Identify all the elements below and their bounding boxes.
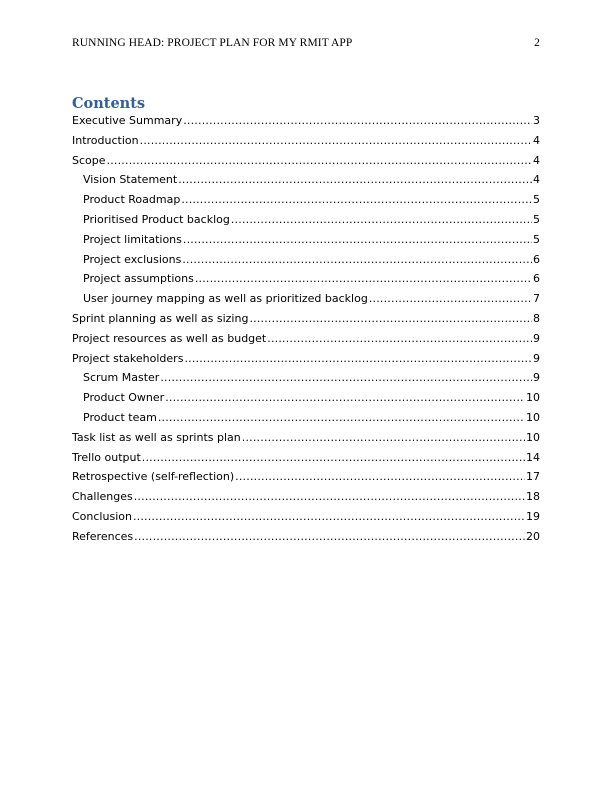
toc-entry-page: 18 bbox=[526, 490, 540, 504]
toc-entry-conclusion[interactable] bbox=[72, 510, 540, 530]
toc-entry-product-owner[interactable] bbox=[72, 391, 540, 411]
table-of-contents bbox=[72, 114, 540, 550]
toc-entry-label: Executive Summary bbox=[72, 114, 183, 127]
toc-title: Contents bbox=[72, 95, 146, 112]
toc-entry-label: Product Roadmap bbox=[83, 193, 181, 207]
toc-entry-label: Vision Statement bbox=[83, 173, 178, 187]
toc-entry-page: 8 bbox=[533, 311, 540, 325]
toc-entry-executive-summary[interactable] bbox=[72, 114, 540, 134]
dot-leader bbox=[134, 490, 525, 504]
toc-entry-user-journey-mapping[interactable] bbox=[72, 292, 540, 312]
toc-entry-vision-statement[interactable] bbox=[72, 173, 540, 193]
toc-entry-page: 20 bbox=[526, 529, 540, 543]
toc-entry-page: 10 bbox=[526, 391, 540, 405]
toc-entry-label: Project stakeholders bbox=[72, 351, 184, 365]
toc-entry-scope[interactable] bbox=[72, 154, 540, 174]
dot-leader bbox=[140, 134, 532, 148]
dot-leader bbox=[142, 451, 525, 465]
toc-entry-page: 5 bbox=[533, 193, 540, 207]
toc-entry-project-exclusions[interactable] bbox=[72, 253, 540, 273]
toc-entry-page: 9 bbox=[533, 331, 540, 345]
toc-entry-retrospective[interactable] bbox=[72, 470, 540, 490]
toc-entry-label: Project assumptions bbox=[83, 272, 194, 286]
toc-entry-page: 14 bbox=[526, 450, 540, 464]
dot-leader bbox=[158, 411, 525, 425]
dot-leader bbox=[165, 391, 525, 405]
dot-leader bbox=[231, 213, 532, 227]
toc-entry-introduction[interactable] bbox=[72, 134, 540, 154]
toc-entry-page: 17 bbox=[526, 470, 540, 484]
toc-entry-page: 6 bbox=[533, 252, 540, 266]
dot-leader bbox=[182, 253, 532, 267]
toc-entry-label: Scrum Master bbox=[83, 371, 160, 385]
page-header bbox=[72, 37, 540, 51]
toc-entry-project-limitations[interactable] bbox=[72, 233, 540, 253]
toc-entry-label: Retrospective (self-reflection) bbox=[72, 470, 235, 484]
dot-leader bbox=[267, 332, 532, 346]
dot-leader bbox=[184, 352, 532, 366]
dot-leader bbox=[235, 470, 525, 484]
toc-entry-label: Sprint planning as well as sizing bbox=[72, 311, 249, 325]
dot-leader bbox=[107, 154, 532, 168]
toc-entry-page: 4 bbox=[533, 133, 540, 147]
toc-entry-label: Challenges bbox=[72, 490, 133, 504]
toc-entry-page: 7 bbox=[533, 292, 540, 306]
toc-entry-page: 3 bbox=[533, 114, 540, 127]
toc-entry-challenges[interactable] bbox=[72, 490, 540, 510]
dot-leader bbox=[133, 510, 525, 524]
toc-entry-label: Product team bbox=[83, 410, 157, 424]
dot-leader bbox=[183, 114, 532, 128]
toc-entry-label: Trello output bbox=[72, 450, 141, 464]
dot-leader bbox=[183, 233, 532, 247]
dot-leader bbox=[369, 292, 532, 306]
dot-leader bbox=[249, 312, 532, 326]
toc-entry-page: 10 bbox=[526, 430, 540, 444]
dot-leader bbox=[134, 530, 525, 544]
toc-entry-label: Product Owner bbox=[83, 391, 165, 405]
toc-entry-page: 4 bbox=[533, 173, 540, 187]
dot-leader bbox=[181, 193, 532, 207]
toc-entry-page: 5 bbox=[533, 232, 540, 246]
dot-leader bbox=[178, 173, 532, 187]
toc-entry-trello-output[interactable] bbox=[72, 451, 540, 471]
toc-entry-references[interactable] bbox=[72, 530, 540, 550]
toc-entry-sprint-planning[interactable] bbox=[72, 312, 540, 332]
toc-entry-page: 9 bbox=[533, 351, 540, 365]
page-number: 2 bbox=[534, 37, 540, 49]
toc-entry-project-stakeholders[interactable] bbox=[72, 352, 540, 372]
toc-entry-task-list[interactable] bbox=[72, 431, 540, 451]
toc-entry-label: Conclusion bbox=[72, 509, 132, 523]
dot-leader bbox=[195, 272, 532, 286]
toc-entry-label: Project limitations bbox=[83, 232, 182, 246]
toc-entry-page: 4 bbox=[533, 153, 540, 167]
toc-entry-prioritised-product-backlog[interactable] bbox=[72, 213, 540, 233]
toc-entry-page: 6 bbox=[533, 272, 540, 286]
toc-entry-product-roadmap[interactable] bbox=[72, 193, 540, 213]
dot-leader bbox=[242, 431, 525, 445]
toc-entry-page: 9 bbox=[533, 371, 540, 385]
toc-entry-page: 5 bbox=[533, 212, 540, 226]
toc-entry-label: User journey mapping as well as prioritized backlog bbox=[83, 292, 368, 306]
toc-entry-label: Task list as well as sprints plan bbox=[72, 430, 241, 444]
toc-entry-product-team[interactable] bbox=[72, 411, 540, 431]
running-head: RUNNING HEAD: PROJECT PLAN FOR MY RMIT APP bbox=[72, 37, 353, 49]
toc-entry-label: Introduction bbox=[72, 133, 139, 147]
toc-entry-label: References bbox=[72, 529, 134, 543]
dot-leader bbox=[160, 371, 532, 385]
toc-entry-page: 19 bbox=[526, 509, 540, 523]
toc-entry-project-resources[interactable] bbox=[72, 332, 540, 352]
toc-entry-label: Scope bbox=[72, 153, 106, 167]
toc-entry-label: Project resources as well as budget bbox=[72, 331, 267, 345]
toc-entry-scrum-master[interactable] bbox=[72, 371, 540, 391]
toc-entry-label: Project exclusions bbox=[83, 252, 182, 266]
toc-entry-project-assumptions[interactable] bbox=[72, 272, 540, 292]
toc-entry-label: Prioritised Product backlog bbox=[83, 212, 230, 226]
toc-entry-page: 10 bbox=[526, 410, 540, 424]
